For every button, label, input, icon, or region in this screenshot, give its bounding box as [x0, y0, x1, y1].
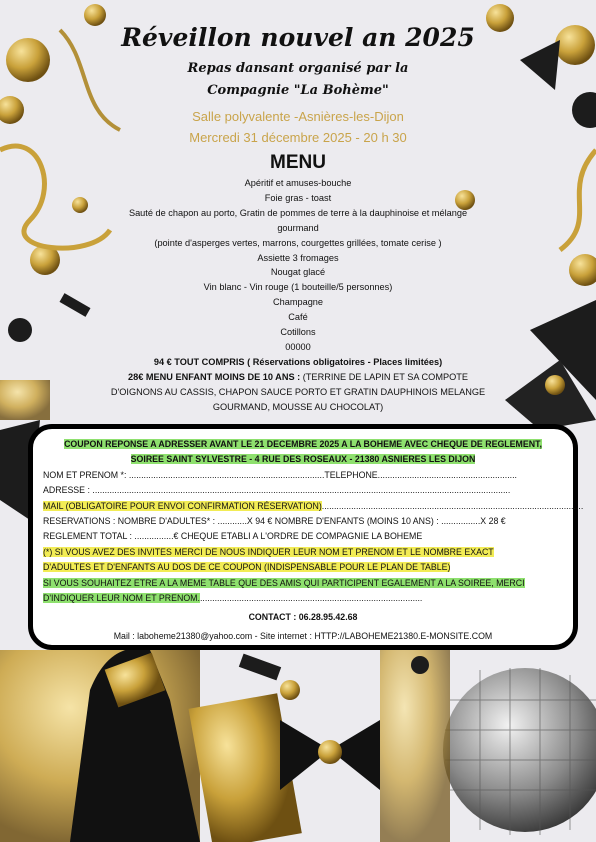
- event-header: [0, 22, 596, 415]
- coupon-header-text-2: SOIREE SAINT SYLVESTRE - 4 RUE DES ROSEAUX - 21380 ASNIERES LES DIJON: [130, 454, 476, 465]
- menu-item: Apéritif et amuses-bouche: [244, 178, 352, 188]
- event-title: Réveillon nouvel an 2025: [121, 23, 475, 52]
- payment-field[interactable]: REGLEMENT TOTAL : ................€ CHEQUE ETABLI A L'ORDRE DE COMPAGNIE LA BOHEME: [43, 531, 423, 542]
- organizer-line-2: Compagnie "La Bohème": [207, 83, 389, 98]
- guests-note-line-1: [43, 545, 563, 560]
- menu-item: 00000: [285, 341, 311, 352]
- menu-list: [0, 176, 596, 415]
- menu-item: Café: [288, 312, 308, 323]
- table-note-line-2[interactable]: [43, 591, 563, 606]
- menu-title: MENU: [270, 152, 326, 173]
- name-phone-field[interactable]: NOM ET PRENOM *: ................................................................................TELEPHONE.........................................................: [43, 469, 517, 480]
- reservations-field[interactable]: RESERVATIONS : NOMBRE D'ADULTES* : ............X 94 € NOMBRE D'ENFANTS (MOINS 10 ANS) : ................X 28 €: [43, 516, 506, 527]
- mail-field[interactable]: [43, 499, 584, 514]
- coupon-header-line-2: [43, 452, 563, 467]
- table-note-line-1: [43, 576, 563, 591]
- child-menu-line-1: [0, 370, 596, 385]
- table-note-dots: ...........................................................................................: [199, 593, 423, 604]
- reply-coupon: [28, 424, 584, 650]
- table-note-text-2: D'INDIQUER LEUR NOM ET PRENOM.: [43, 593, 200, 604]
- child-menu-text: (TERRINE DE LAPIN ET SA COMPOTE: [302, 371, 469, 382]
- guests-note-text-1: (*) SI VOUS AVEZ DES INVITES MERCI DE NOUS INDIQUER LEUR NOM ET PRENOM ET LE NOMBRE EXACT: [43, 546, 494, 557]
- menu-item: Assiette 3 fromages: [257, 252, 339, 263]
- contact-mail-website[interactable]: Mail : laboheme21380@yahoo.com - Site internet : HTTP://LABOHEME21380.E-MONSITE.COM: [113, 630, 493, 641]
- menu-item: (pointe d'asperges vertes, marrons, courgettes grillées, tomate cerise ): [154, 237, 442, 248]
- coupon-header-text-1: COUPON REPONSE A ADRESSER AVANT LE 21 DECEMBRE 2025 A LA BOHEME AVEC CHEQUE DE REGLEMENT,: [64, 439, 542, 449]
- menu-item: Foie gras - toast: [264, 192, 332, 203]
- mail-label: MAIL (OBLIGATOIRE POUR ENVOI CONFIRMATION RÉSERVATION): [43, 500, 322, 511]
- contact-phone: CONTACT : 06.28.95.42.68: [248, 612, 358, 623]
- menu-item: Champagne: [272, 297, 324, 308]
- organizer-line-1: Repas dansant organisé par la: [187, 61, 409, 76]
- menu-item: gourmand: [277, 222, 319, 233]
- address-field[interactable]: ADRESSE : ...........................................................................................................................................................................: [43, 485, 511, 496]
- event-date: Mercredi 31 décembre 2025 - 20 h 30: [189, 130, 407, 145]
- menu-price: 94 € TOUT COMPRIS ( Réservations obligatoires - Places limitées): [153, 356, 443, 367]
- child-menu-line-3: GOURMAND, MOUSSE AU CHOCOLAT): [212, 401, 384, 412]
- child-menu-line-2: D'OIGNONS AU CASSIS, CHAPON SAUCE PORTO ET GRATIN DAUPHINOIS MELANGE: [110, 386, 486, 397]
- mail-dots: ...........................................................................................................: [321, 500, 584, 511]
- table-note-text-1: SI VOUS SOUHAITEZ ETRE A LA MEME TABLE QUE DES AMIS QUI PARTICIPENT EGALEMENT A LA SOIREE, MERCI: [43, 577, 525, 588]
- child-menu-label: 28€ MENU ENFANT MOINS DE 10 ANS :: [127, 371, 301, 382]
- coupon-header-line-1: [43, 437, 563, 452]
- guests-note-text-2: D'ADULTES ET D'ENFANTS AU DOS DE CE COUPON (INDISPENSABLE POUR LE PLAN DE TABLE): [43, 562, 451, 573]
- menu-item: Nougat glacé: [270, 267, 326, 278]
- guests-note-line-2: [43, 560, 563, 575]
- menu-item: Sauté de chapon au porto, Gratin de pommes de terre à la dauphinoise et mélange: [128, 207, 468, 218]
- menu-item: Cotillons: [280, 327, 316, 338]
- menu-item: Vin blanc - Vin rouge (1 bouteille/5 personnes): [203, 282, 393, 293]
- event-venue: Salle polyvalente -Asnières-les-Dijon: [192, 109, 404, 124]
